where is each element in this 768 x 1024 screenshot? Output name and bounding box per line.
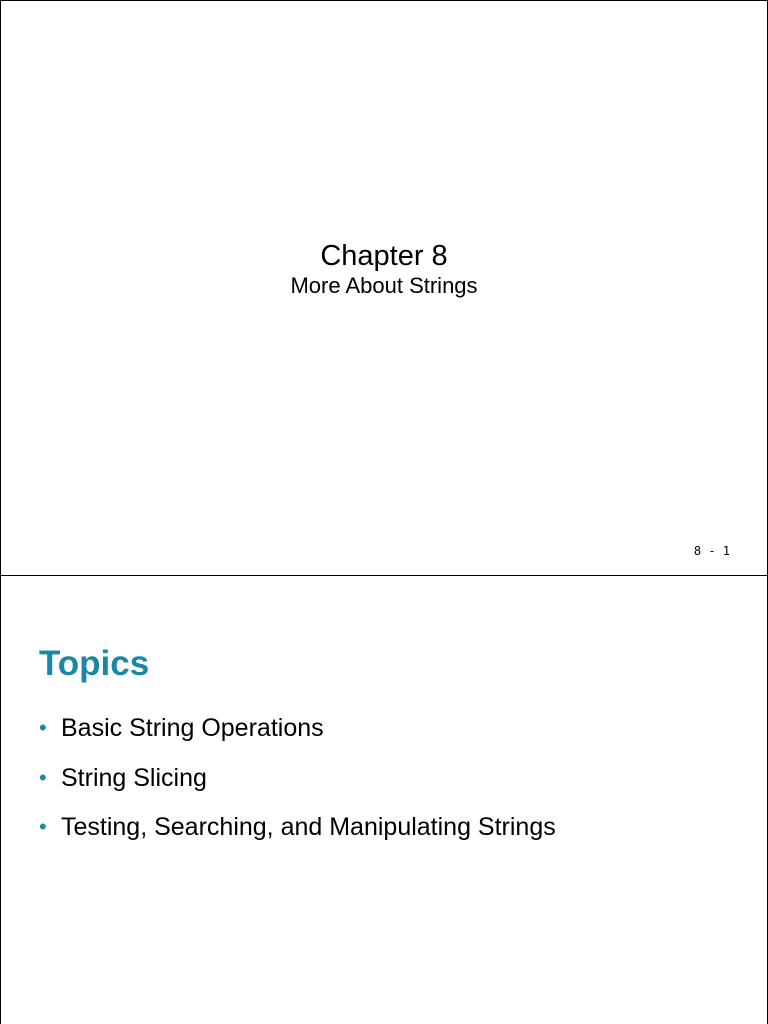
topic-item-label: String Slicing xyxy=(61,763,207,792)
chapter-title: Chapter 8 xyxy=(320,240,448,272)
bullet-dot-icon: • xyxy=(39,715,47,740)
page-number: 8 - 1 xyxy=(693,544,730,558)
slide-topics xyxy=(0,575,768,1024)
bullet-dot-icon: • xyxy=(39,764,47,790)
topic-item-label: Testing, Searching, and Manipulating Strings xyxy=(61,813,556,841)
bullet-dot-icon: • xyxy=(39,814,47,839)
title-block xyxy=(1,238,767,298)
chapter-subtitle: More About Strings xyxy=(290,273,478,298)
topics-heading: Topics xyxy=(39,644,150,683)
topic-item-label: Basic String Operations xyxy=(61,714,324,742)
